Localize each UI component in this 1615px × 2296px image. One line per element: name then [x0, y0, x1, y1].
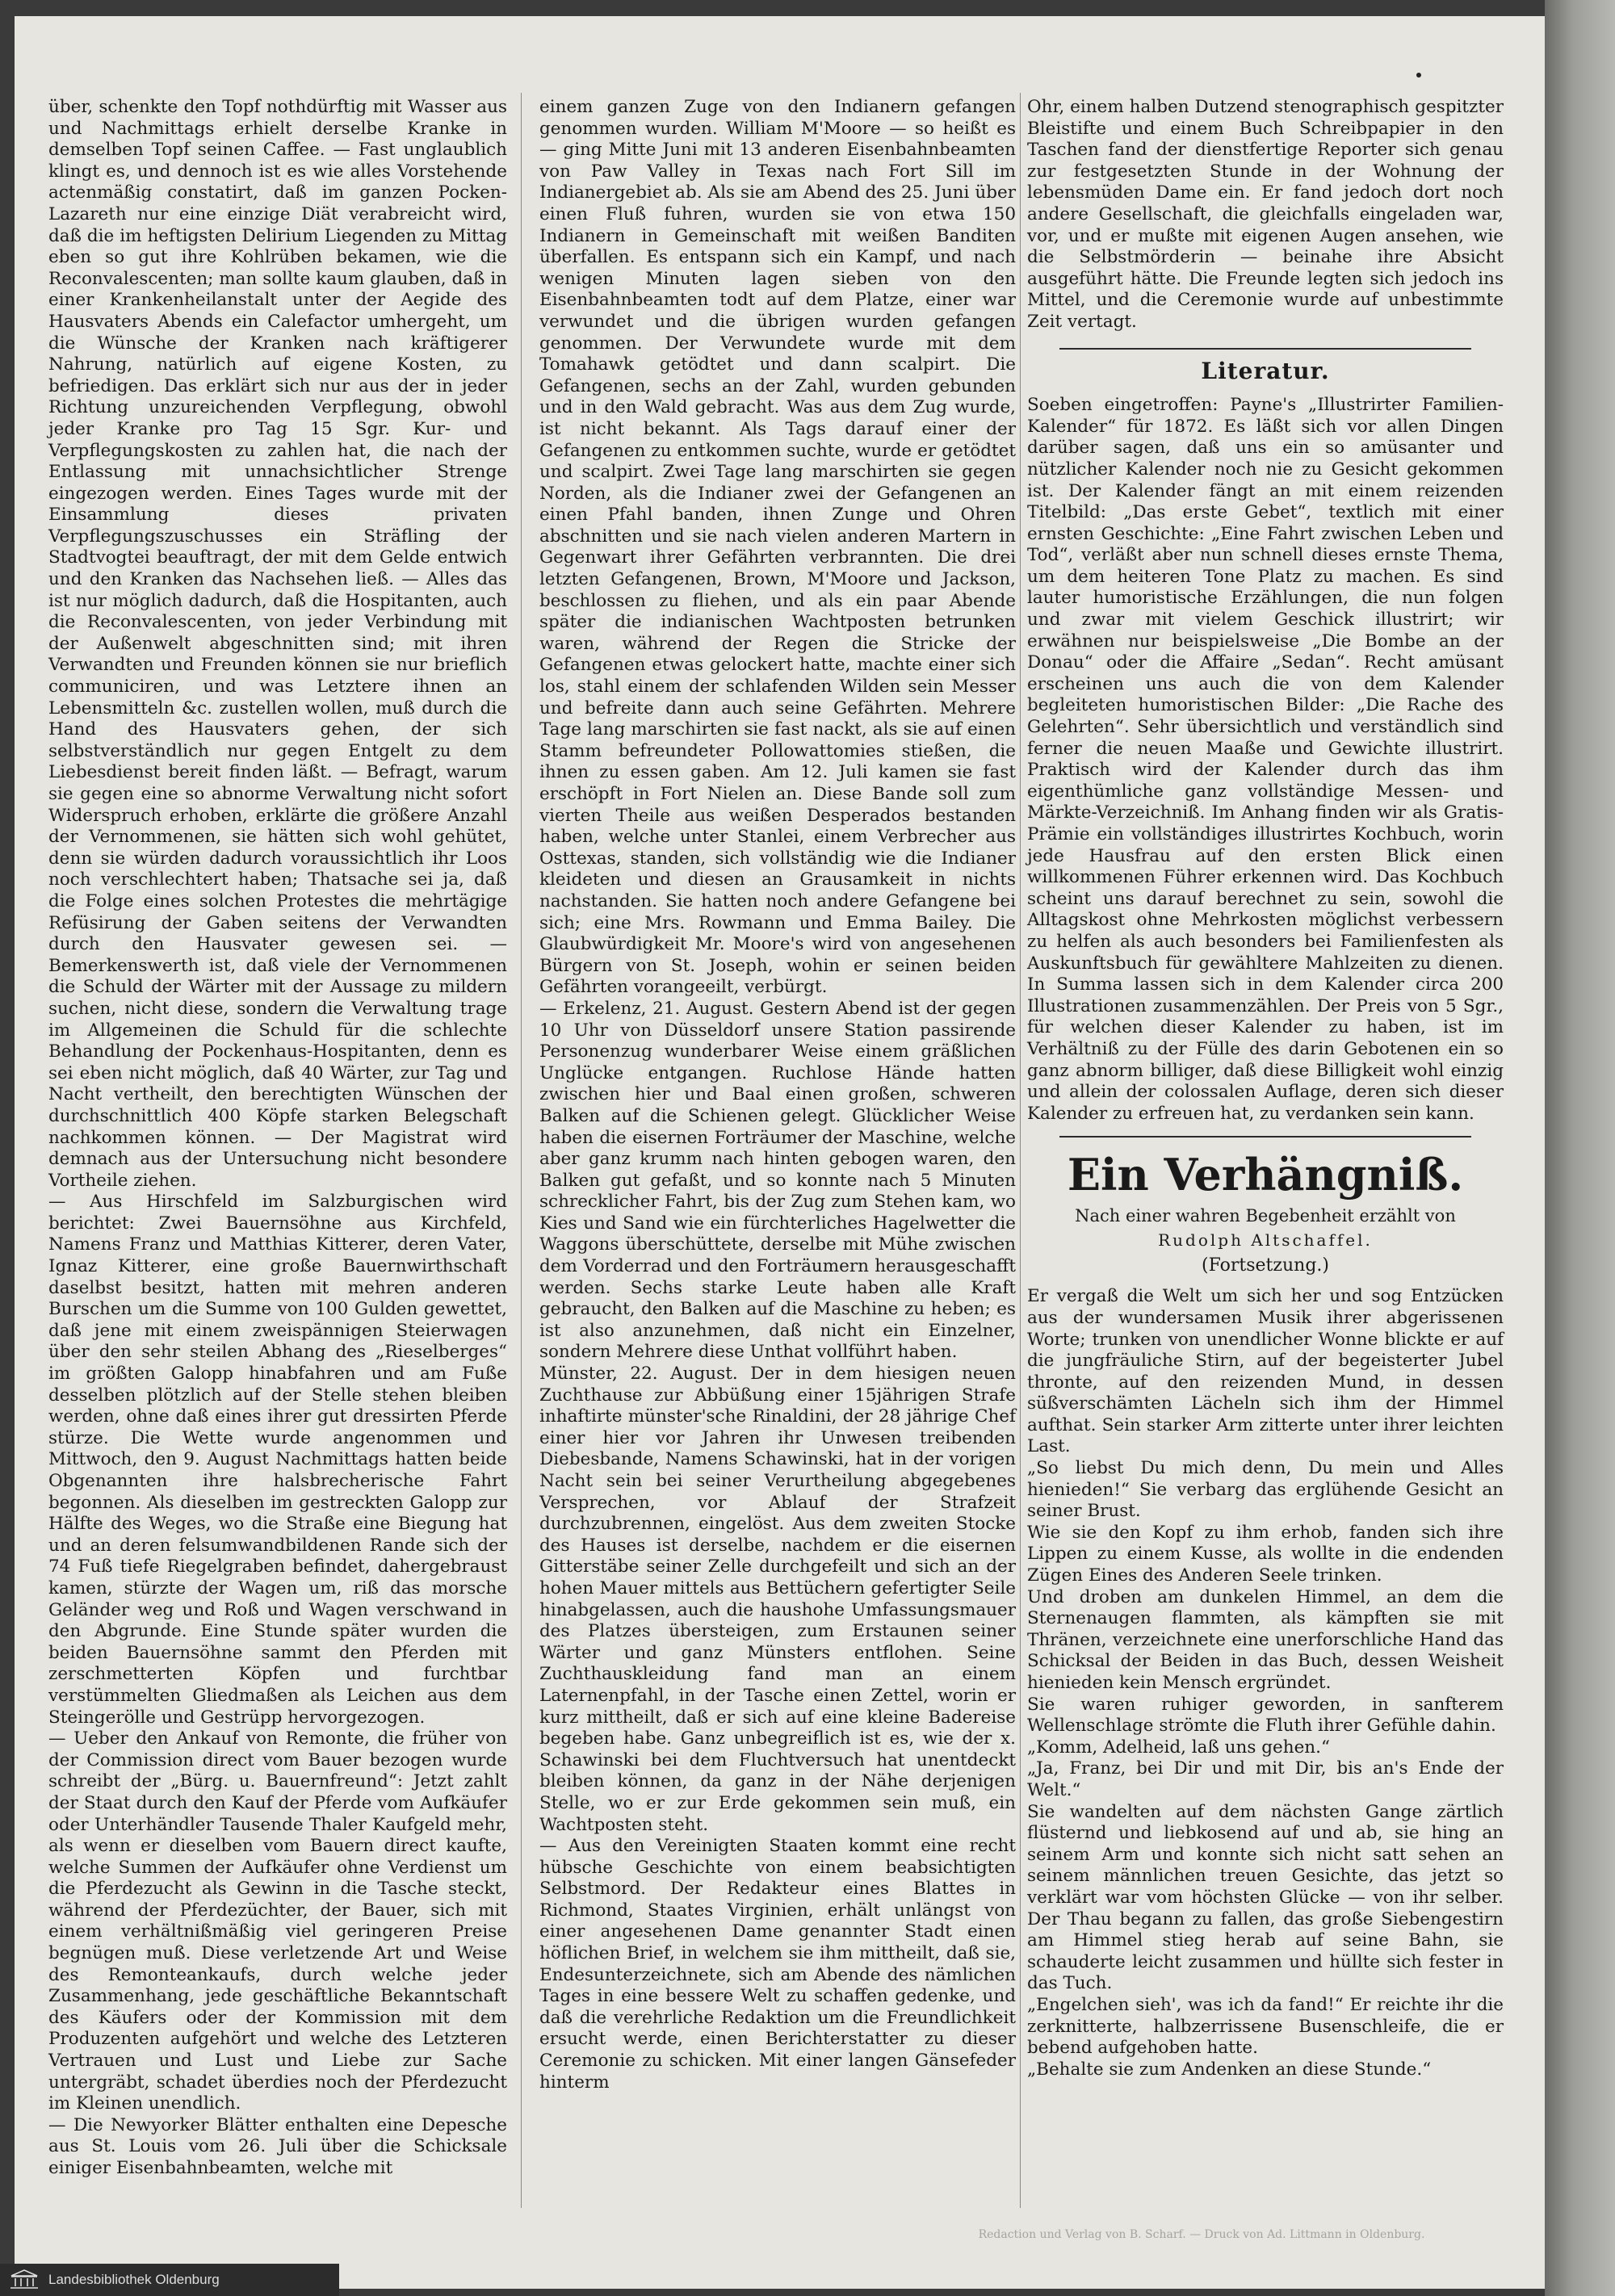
- article-paragraph: — Ueber den Ankauf von Remonte, die früher von der Commission direct vom Bauer bezogen wurde schreibt der „Bürg. u. Bauernfreund“: Jetzt zahlt der Staat durch den Kauf der Pferde vom Aufkäufer oder Unterhändler Tausende Thaler Kaufgeld mehr, als wenn er dieselben vom Bauern direct kaufte, welche Summen der Aufkäufer ohne Verdienst um die Pferdezucht als Gewinn in die Tasche steckt, während der Pferdezüchter, der Bauer, sich mit einem verhältnißmäßig viel geringeren Preise begnügen muß. Diese verletzende Art und Weise des Remonteankaufs, durch welche jeder Zusammenhang, jede geschäftliche Bekanntschaft des Käufers oder der Kommission mit dem Produzenten aufgehört und welche des Letzteren Vertrauen und Lust und Liebe zur Sache untergräbt, schadet überdies noch der Pferdezucht im Kleinen unendlich.: [48, 1728, 507, 2114]
- column-divider: [1020, 93, 1021, 2208]
- library-stamp: [0, 2264, 339, 2296]
- article-paragraph: — Aus Hirschfeld im Salzburgischen wird berichtet: Zwei Bauernsöhne aus Kirchfeld, Namens Franz und Matthias Kitterer, deren Vater, Ignaz Kitterer, eine große Bauernwirthschaft daselbst besitzt, hatten mit mehren anderen Burschen um die Summe von 100 Gulden gewettet, daß jene mit einem zweispännigen Steierwagen über den sehr steilen Abhang des „Rieselberges“ im größten Galopp hinabfahren und am Fuße desselben plötzlich auf der Stelle stehen bleiben werden, ohne daß eines ihrer gut dressirten Pferde stürze. Die Wette wurde angenommen und Mittwoch, den 9. August Nachmittags hatten beide Obgenannten ihre halsbrecherische Fahrt begonnen. Als dieselben im gestreckten Galopp zur Hälfte des Weges, wo die Straße eine Biegung hat und an deren felsumwandbildenen Rande sich der 74 Fuß tiefe Riegelgraben befindet, dahergebraust kamen, stürzte der Wagen um, riß das morsche Geländer weg und Roß und Wagen verschwand in den Abgrunde. Eine Stunde später wurden die beiden Bauernsöhne sammt den Pferden mit zerschmetterten Köpfen und furchtbar verstümmelten Gliedmaßen als Leichen aus dem Steingerölle und Gestrüpp hervorgezogen.: [48, 1192, 507, 1728]
- article-paragraph: Ohr, einem halben Dutzend stenographisch gespitzter Bleistifte und einem Buch Schreibpapier in den Taschen fand der dienstfertige Reporter sich genau zur festgesetzten Stunde in der Wohnung der lebensmüden Dame ein. Er fand jedoch dort noch andere Gesellschaft, die gleichfalls eingeladen war, vor, und er mußte mit eigenen Augen ansehen, wie die Selbstmörderin — beinahe ihre Absicht ausgeführt hätte. Die Freunde legten sich jedoch ins Mittel, und die Ceremonie wurde auf unbestimmte Zeit vertagt.: [1027, 97, 1504, 332]
- story-paragraph: „Behalte sie zum Andenken an diese Stunde.“: [1027, 2059, 1432, 2080]
- ink-dot: [1416, 73, 1421, 78]
- column-3: [1027, 97, 1504, 2080]
- story-paragraph: Wie sie den Kopf zu ihm erhob, fanden sich ihre Lippen zu einem Kusse, als wollte in die endenden Zügen Eines des Anderen Seele trinken.: [1027, 1522, 1504, 1586]
- article-paragraph: — Aus den Vereinigten Staaten kommt eine recht hübsche Geschichte von einem beabsichtigten Selbstmord. Der Redakteur eines Blattes in Richmond, Staates Virginien, erhält unlängst von einer angesehenen Dame genannter Stadt einen höflichen Brief, in welchem sie ihm mittheilt, daß sie, Endesunterzeichnete, sich am Abende des nämlichen Tages in eine bessere Welt zu schaffen gedenke, und daß die verehrliche Redaktion um die Freundlichkeit ersucht werde, einen Berichterstatter zu dieser Ceremonie zu schicken. Mit einer langen Gänsefeder hinterm: [539, 1836, 1016, 2093]
- article-paragraph: — Erkelenz, 21. August. Gestern Abend ist der gegen 10 Uhr von Düsseldorf unsere Station passirende Personenzug wunderbarer Weise einem gräßlichen Unglücke entgangen. Ruchlose Hände hatten zwischen hier und Baal einen großen, schweren Balken auf die Schienen gelegt. Glücklicher Weise haben die eisernen Forträumer der Maschine, welche aber ganz krumm nach hinten gebogen waren, den Balken gut gefaßt, und so konnte nach 5 Minuten schrecklicher Fahrt, bis der Zug zum Stehen kam, wo Kies und Sand wie ein fürchterliches Hagelwetter die Waggons überschüttete, derselbe mit Mühe zwischen dem Vorderrad und den Forträumern herausgeschafft werden. Sechs starke Leute haben alle Kraft gebraucht, den Balken auf die Maschine zu heben; es ist also anzunehmen, daß nicht ein Einzelner, sondern Mehrere diese Unthat vollführt haben.: [539, 998, 1016, 1363]
- story-continuation-note: (Fortsetzung.): [1202, 1255, 1329, 1276]
- article-paragraph: einem ganzen Zuge von den Indianern gefangen genommen wurden. William M'Moore — so heißt es — ging Mitte Juni mit 13 anderen Eisenbahnbeamten von Paw Valley in Texas nach Fort Sill im Indianergebiet ab. Als sie am Abend des 25. Juni über einen Fluß fuhren, wurden sie von etwa 150 Indianern in Gemeinschaft mit weißen Banditen überfallen. Es entspann sich ein Kampf, und nach wenigen Minuten lagen sieben von den Eisenbahnbeamten todt auf dem Platze, einer war verwundet und die übrigen wurden gefangen genommen. Der Verwundete wurde mit dem Tomahawk getödtet und dann scalpirt. Die Gefangenen, sechs an der Zahl, wurden gebunden und in den Wald gebracht. Was aus dem Zug wurde, ist nicht bekannt. Als Tags darauf einer der Gefangenen zu entkommen suchte, wurde er getödtet und scalpirt. Zwei Tage lang marschirten sie gegen Norden, als die Indianer zwei der Gefangenen an einen Pfahl banden, ihnen Zunge und Ohren abschnitten und sie nach vielen anderen Martern in Gegenwart ihrer Gefährten verbrannten. Die drei letzten Gefangenen, Brown, M'Moore und Jackson, beschlossen zu fliehen, und als ein paar Abende später die indianischen Wachtposten betrunken waren, während der Regen die Stricke der Gefangenen etwas gelockert hatte, machte einer sich los, stahl einem der schlafenden Wilden sein Messer und befreite dann auch seine Gefährten. Mehrere Tage lang marschirten sie fast nackt, als sie auf einen Stamm befreundeter Pollowattomies stießen, die ihnen zu essen gaben. Am 12. Juli kamen sie fast erschöpft in Fort Nielen an. Diese Bande soll zum vierten Theile aus weißen Desperados bestanden haben, welche unter Stanlei, einem Verbrecher aus Osttexas, standen, sich vollständig wie die Indianer kleideten und diesen an Grausamkeit in nichts nachstanden. Sie hatten noch andere Gefangene bei sich; eine Mrs. Rowmann und Emma Bailey. Die Glaubwürdigkeit Mr. Moore's wird von angesehenen Bürgern von St. Joseph, wohin er seinen beiden Gefährten vorangeeilt, verbürgt.: [539, 97, 1016, 998]
- article-paragraph: Münster, 22. August. Der in dem hiesigen neuen Zuchthause zur Abbüßung einer 15jährigen Strafe inhaftirte münster'sche Rinaldini, der 28 jährige Chef einer hier vor Jahren ihr Unwesen treibenden Diebesbande, Namens Schawinski, hat in der vorigen Nacht sein bei seiner Verurtheilung abgegebenes Versprechen, vor Ablauf der Strafzeit durchzubrennen, eingelöst. Aus dem zweiten Stocke des Hauses ist derselbe, nachdem er die eisernen Gitterstäbe seiner Zelle durchgefeilt und sich an der hohen Mauer mittels aus Bettüchern gefertigter Seile hinabgelassen, auch die haushohe Umfassungsmauer des Platzes übersteigen, zum Erstaunen seiner Wärter und ganz Münsters entflohen. Seine Zuchthauskleidung fand man an einem Laternenpfahl, in der Tasche einen Zettel, worin er kurz mittheilt, daß er sich auf eine kleine Badereise begeben habe. Ganz unbegreiflich ist es, wie der x. Schawinski bei dem Fluchtversuch hat unentdeckt bleiben können, da ganz in der Nähe derjenigen Stelle, wo er zur Erde gekommen sein muß, ein Wachtposten steht.: [539, 1364, 1016, 1835]
- column-divider: [521, 93, 522, 2208]
- newspaper-page: [15, 16, 1545, 2289]
- story-paragraph: Und droben am dunkelen Himmel, an dem die Sternenaugen flammten, als kämpften sie mit Thränen, verzeichnete eine unerforschliche Hand das Schicksal der Beiden in das Buch, dessen Weisheit hienieden kein Mensch ergründet.: [1027, 1586, 1504, 1693]
- story-paragraph: „Komm, Adelheid, laß uns gehen.“: [1027, 1737, 1330, 1758]
- column-1: [48, 97, 507, 2180]
- story-paragraph: „So liebst Du mich denn, Du mein und Alles hienieden!“ Sie verbarg das erglühende Gesicht an seiner Brust.: [1027, 1458, 1504, 1522]
- story-paragraph: Er vergaß die Welt um sich her und sog Entzücken aus der wundersamen Musik ihrer abgerissenen Worte; trunken von unendlicher Wonne blickte er auf die jungfräuliche Stirn, auf der begeisterter Jubel thronte, auf den reizenden Mund, in dessen süßverschämten Lächeln sich ihm der Himmel aufthat. Sein starker Arm zitterte unter ihrer leichten Last.: [1027, 1286, 1504, 1457]
- page-edge: [1545, 0, 1615, 2296]
- story-paragraph: „Ja, Franz, bei Dir und mit Dir, bis an's Ende der Welt.“: [1027, 1758, 1504, 1800]
- column-2: [539, 97, 1016, 2093]
- story-paragraph: „Engelchen sieh', was ich da fand!“ Er reichte ihr die zerknitterte, halbzerrissene Busenschleife, die er bebend aufgehoben hatte.: [1027, 1994, 1504, 2059]
- library-label: Landesbibliothek Oldenburg: [48, 2272, 220, 2287]
- article-paragraph: über, schenkte den Topf nothdürftig mit Wasser aus und Nachmittags erhielt derselbe Kranke in demselben Topf seinen Caffee. — Fast unglaublich klingt es, und dennoch ist es wie alles Vorstehende actenmäßig constatirt, daß im ganzen Pocken-Lazareth nur eine einzige Diät verabreicht wird, daß die im heftigsten Delirium Liegenden zu Mittag eben so gut ihre Kohlrüben bekamen, wie die Reconvalescenten; man sollte kaum glauben, daß in einer Krankenheilanstalt unter der Aegide des Hausvaters Abends ein Calefactor umhergeht, um die Wünsche der Kranken nach kräftigerer Nahrung, natürlich auf eigene Kosten, zu befriedigen. Das erklärt sich nur aus der in jeder Richtung unzureichenden Verpflegung, obwohl jeder Kranke pro Tag 15 Sgr. Kur- und Verpflegungskosten zu zahlen hat, die nach der Entlassung mit unnachsichtlicher Strenge eingezogen werden. Eines Tages wurde mit der Einsammlung dieses privaten Verpflegungszuschusses ein Sträfling der Stadtvogtei beauftragt, der mit dem Gelde entwich und den Kranken das Nachsehen ließ. — Alles das ist nur möglich dadurch, daß die Hospitanten, auch die Reconvalescenten, von jeder Verbindung mit der Außenwelt abgeschnitten sind; mit ihren Verwandten und Freunden können sie nur brieflich communiciren, und was Letztere ihnen an Lebensmitteln &c. zustellen wollen, muß durch die Hand des Hausvaters gehen, der sich selbstverständlich nur gegen Entgelt zu dem Liebesdienst bereit finden läßt. — Befragt, warum sie gegen eine so abnorme Verwaltung nicht sofort Widerspruch erhoben, erklärte die größere Anzahl der Vernommenen, sie hätten sich wohl gehütet, denn sie würden dadurch voraussichtlich ihr Loos noch verschlechtert haben; Thatsache sei ja, daß die Folge eines solchen Protestes die mehrtägige Refüsirung der Gaben seitens der Verwandten durch den Hausvater gewesen sei. — Bemerkenswerth ist, daß viele der Vernommenen die Schuld der Wärter mit der Aussage zu mildern suchen, nicht diese, sondern die Verwaltung trage im Allgemeinen die Schuld für die schlechte Behandlung der Pockenhaus-Hospitanten, denn es sei eben nicht möglich, daß 40 Wärter, zur Tag und Nacht vertheilt, den berechtigten Wünschen der durchschnittlich 400 Köpfe starken Belegschaft nachkommen können. — Der Magistrat wird demnach aus der Untersuchung nicht besondere Vortheile ziehen.: [48, 97, 507, 1191]
- printer-imprint: Redaction und Verlag von B. Scharf. — Druck von Ad. Littmann in Oldenburg.: [978, 2228, 1425, 2241]
- section-divider: [1059, 1136, 1471, 1138]
- story-author: Rudolph Altschaffel.: [1158, 1230, 1373, 1251]
- library-building-icon: [8, 2269, 40, 2291]
- literatur-review: Soeben eingetroffen: Payne's „Illustrirter Familien-Kalender“ für 1872. Es läßt sich vor allen Dingen darüber sagen, daß uns ein so amüsanter und nützlicher Kalender noch nie zu Gesicht gekommen ist. Der Kalender fängt an mit einem reizenden Titelbild: „Das erste Gebet“, textlich mit einer ernsten Geschichte: „Eine Fahrt zwischen Leben und Tod“, verläßt aber nun schnell dieses ernste Thema, um dem heiteren Tone Platz zu machen. Es sind lauter humoristische Erzählungen, die nun folgen und zwar mit vielem Geschick illustrirt; wir erwähnen nur beispielsweise „Die Bombe an der Donau“ oder die Affaire „Sedan“. Recht amüsant erscheinen uns auch die von dem Kalender begleiteten humoristischen Bilder: „Die Rache des Gelehrten“. Sehr übersichtlich und verständlich sind ferner die neuen Maaße und Gewichte illustrirt. Praktisch wird der Kalender durch das ihm eigenthümliche ganz vollständige Messen- und Märkte-Verzeichniß. Im Anhang finden wir als Gratis-Prämie ein vollständiges illustrirtes Kochbuch, worin jede Hausfrau auf den ersten Blick einen willkommenen Führer erkennen wird. Das Kochbuch scheint uns darauf berechnet zu sein, sowohl die Alltagskost ohne Mehrkosten möglichst verbessern zu helfen als auch besonders bei Familienfesten als Auskunftsbuch für gewähltere Mahlzeiten zu dienen. In Summa lassen sich in dem Kalender circa 200 Illustrationen zusammenzählen. Der Preis von 5 Sgr., für welchen dieser Kalender zu haben, ist im Verhältniß zu der Fülle des darin Gebotenen ein so ganz abnorm billiger, daß diese Billigkeit wohl einzig und allein der colossalen Auflage, deren sich dieser Kalender zu erfreuen hat, zu verdanken sein kann.: [1027, 395, 1504, 1124]
- story-subtitle: Nach einer wahren Begebenheit erzählt von: [1075, 1206, 1456, 1226]
- section-divider: [1059, 348, 1471, 350]
- story-title: Ein Verhängniß.: [1067, 1149, 1464, 1201]
- article-paragraph: — Die Newyorker Blätter enthalten eine Depesche aus St. Louis vom 26. Juli über die Schicksale einiger Eisenbahnbeamten, welche mit: [48, 2114, 507, 2178]
- literatur-heading: Literatur.: [1201, 357, 1330, 384]
- story-paragraph: Sie waren ruhiger geworden, in sanfterem Wellenschlage strömte die Fluth ihrer Gefühle dahin.: [1027, 1694, 1504, 1737]
- story-paragraph: Sie wandelten auf dem nächsten Gange zärtlich flüsternd und liebkosend auf und ab, sie hing an seinem Arm und konnte sich nicht satt sehen an seinem männlichen treuen Gesichte, das jetzt so verklärt war vom höchsten Glücke — von ihr selber. Der Thau begann zu fallen, das große Siebengestirn am Himmel stieg herab auf seine Bahn, sie schauderte leicht zusammen und hüllte sich fester in das Tuch.: [1027, 1801, 1504, 1994]
